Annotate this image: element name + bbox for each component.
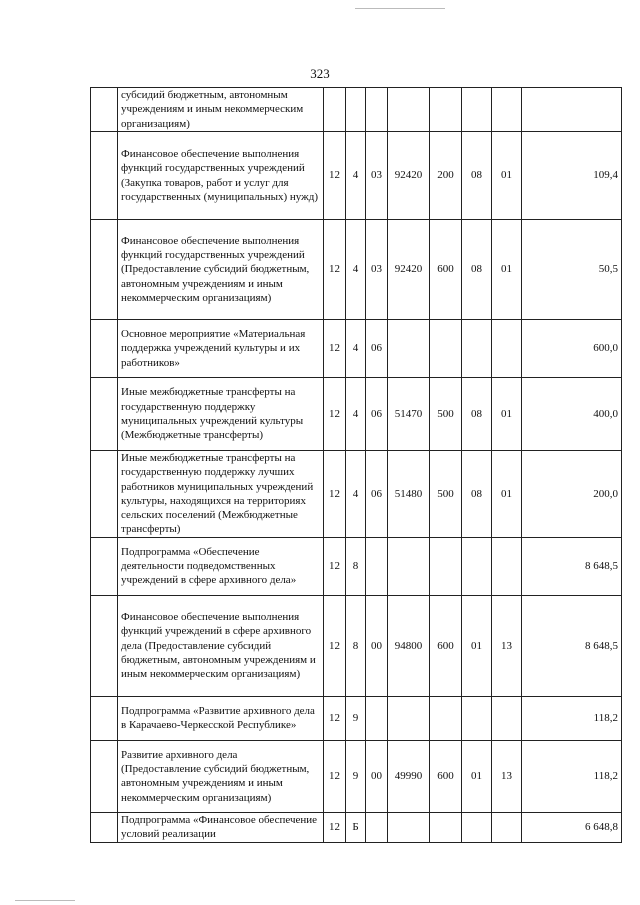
code-cell [462, 320, 492, 378]
code-cell: 08 [462, 378, 492, 451]
blank-cell [91, 740, 118, 812]
code-cell [388, 88, 430, 132]
code-cell: 06 [366, 320, 388, 378]
sum-cell: 600,0 [522, 320, 622, 378]
code-cell: 51470 [388, 378, 430, 451]
code-cell [366, 696, 388, 740]
code-cell: 49990 [388, 740, 430, 812]
table-row [91, 88, 622, 132]
code-cell: 600 [430, 740, 462, 812]
code-cell [388, 812, 430, 842]
row-name: Подпрограмма «Обеспечение деятельности подведомственных учреждений в сфере архивного дела» [118, 537, 324, 595]
code-cell: 4 [346, 378, 366, 451]
code-cell: 600 [430, 595, 462, 696]
code-cell: 500 [430, 451, 462, 538]
code-cell: 01 [462, 595, 492, 696]
code-cell: 500 [430, 378, 462, 451]
code-cell: 12 [324, 220, 346, 320]
sum-cell: 400,0 [522, 378, 622, 451]
row-name: Основное мероприятие «Материальная поддержка учреждений культуры и их работников» [118, 320, 324, 378]
code-cell: 8 [346, 595, 366, 696]
table-row [91, 812, 622, 842]
blank-cell [91, 451, 118, 538]
code-cell [462, 696, 492, 740]
sum-cell: 200,0 [522, 451, 622, 538]
table-row [91, 378, 622, 451]
row-name: Финансовое обеспечение выполнения функций государственных учреждений (Предоставление субсидий бюджетным, автономным учреждениям и иным некоммерческим организациям) [118, 220, 324, 320]
code-cell [366, 537, 388, 595]
code-cell [388, 696, 430, 740]
row-name: Иные межбюджетные трансферты на государственную поддержку муниципальных учреждений культуры (Межбюджетные трансферты) [118, 378, 324, 451]
code-cell: 12 [324, 378, 346, 451]
sum-cell: 8 648,5 [522, 595, 622, 696]
code-cell: 01 [462, 740, 492, 812]
code-cell [430, 88, 462, 132]
row-name: Иные межбюджетные трансферты на государственную поддержку лучших работников муниципальных учреждений культуры, находящихся на территориях сельских поселений (Межбюджетные трансферты) [118, 451, 324, 538]
budget-table [90, 87, 622, 843]
sum-cell: 118,2 [522, 696, 622, 740]
page-number: 323 [310, 66, 330, 81]
code-cell: 13 [492, 740, 522, 812]
blank-cell [91, 812, 118, 842]
table-row [91, 696, 622, 740]
code-cell: 08 [462, 451, 492, 538]
code-cell [366, 88, 388, 132]
code-cell: 4 [346, 132, 366, 220]
code-cell: 9 [346, 740, 366, 812]
code-cell: 200 [430, 132, 462, 220]
code-cell [324, 88, 346, 132]
blank-cell [91, 537, 118, 595]
code-cell [462, 88, 492, 132]
table-row [91, 451, 622, 538]
code-cell: 00 [366, 740, 388, 812]
table-row [91, 320, 622, 378]
code-cell: 94800 [388, 595, 430, 696]
code-cell [462, 812, 492, 842]
code-cell: 01 [492, 220, 522, 320]
code-cell: 06 [366, 451, 388, 538]
sum-cell: 8 648,5 [522, 537, 622, 595]
code-cell: 08 [462, 220, 492, 320]
sum-cell: 109,4 [522, 132, 622, 220]
code-cell [430, 537, 462, 595]
code-cell [492, 696, 522, 740]
row-name: Финансовое обеспечение выполнения функций государственных учреждений (Закупка товаров, работ и услуг для государственных (муниципальных) нужд) [118, 132, 324, 220]
blank-cell [91, 88, 118, 132]
row-name: Подпрограмма «Развитие архивного дела в Карачаево-Черкесской Республике» [118, 696, 324, 740]
code-cell: 12 [324, 812, 346, 842]
code-cell [492, 812, 522, 842]
code-cell: 03 [366, 220, 388, 320]
code-cell: 600 [430, 220, 462, 320]
code-cell: 12 [324, 595, 346, 696]
code-cell: 00 [366, 595, 388, 696]
code-cell [430, 696, 462, 740]
code-cell [388, 537, 430, 595]
code-cell: 4 [346, 220, 366, 320]
sum-cell: 118,2 [522, 740, 622, 812]
code-cell: 8 [346, 537, 366, 595]
blank-cell [91, 378, 118, 451]
code-cell: 9 [346, 696, 366, 740]
table-row [91, 740, 622, 812]
sum-cell: 6 648,8 [522, 812, 622, 842]
code-cell: 92420 [388, 132, 430, 220]
code-cell: 4 [346, 320, 366, 378]
code-cell: 12 [324, 451, 346, 538]
code-cell [492, 88, 522, 132]
row-name: субсидий бюджетным, автономным учреждениям и иным некоммерческим организациям) [118, 88, 324, 132]
code-cell [492, 537, 522, 595]
code-cell: 06 [366, 378, 388, 451]
code-cell [388, 320, 430, 378]
table-row [91, 595, 622, 696]
code-cell: 92420 [388, 220, 430, 320]
code-cell: Б [346, 812, 366, 842]
code-cell [492, 320, 522, 378]
code-cell: 12 [324, 537, 346, 595]
blank-cell [91, 320, 118, 378]
code-cell [346, 88, 366, 132]
code-cell: 4 [346, 451, 366, 538]
code-cell: 12 [324, 740, 346, 812]
code-cell: 01 [492, 378, 522, 451]
code-cell [430, 320, 462, 378]
code-cell [462, 537, 492, 595]
blank-cell [91, 132, 118, 220]
row-name: Подпрограмма «Финансовое обеспечение условий реализации [118, 812, 324, 842]
row-name: Развитие архивного дела (Предоставление субсидий бюджетным, автономным учреждениям и иным некоммерческим организациям) [118, 740, 324, 812]
code-cell: 03 [366, 132, 388, 220]
code-cell: 08 [462, 132, 492, 220]
code-cell: 12 [324, 696, 346, 740]
blank-cell [91, 696, 118, 740]
code-cell: 12 [324, 132, 346, 220]
table-row [91, 132, 622, 220]
code-cell: 13 [492, 595, 522, 696]
table-row [91, 220, 622, 320]
blank-cell [91, 220, 118, 320]
scan-mark-top [355, 8, 445, 9]
row-name: Финансовое обеспечение выполнения функций учреждений в сфере архивного дела (Предоставление субсидий бюджетным, автономным учреждениям и иным некоммерческим организациям) [118, 595, 324, 696]
code-cell [430, 812, 462, 842]
scan-mark-bottom [15, 900, 75, 901]
code-cell: 01 [492, 451, 522, 538]
sum-cell [522, 88, 622, 132]
blank-cell [91, 595, 118, 696]
code-cell: 01 [492, 132, 522, 220]
code-cell: 12 [324, 320, 346, 378]
code-cell: 51480 [388, 451, 430, 538]
sum-cell: 50,5 [522, 220, 622, 320]
table-row [91, 537, 622, 595]
code-cell [366, 812, 388, 842]
